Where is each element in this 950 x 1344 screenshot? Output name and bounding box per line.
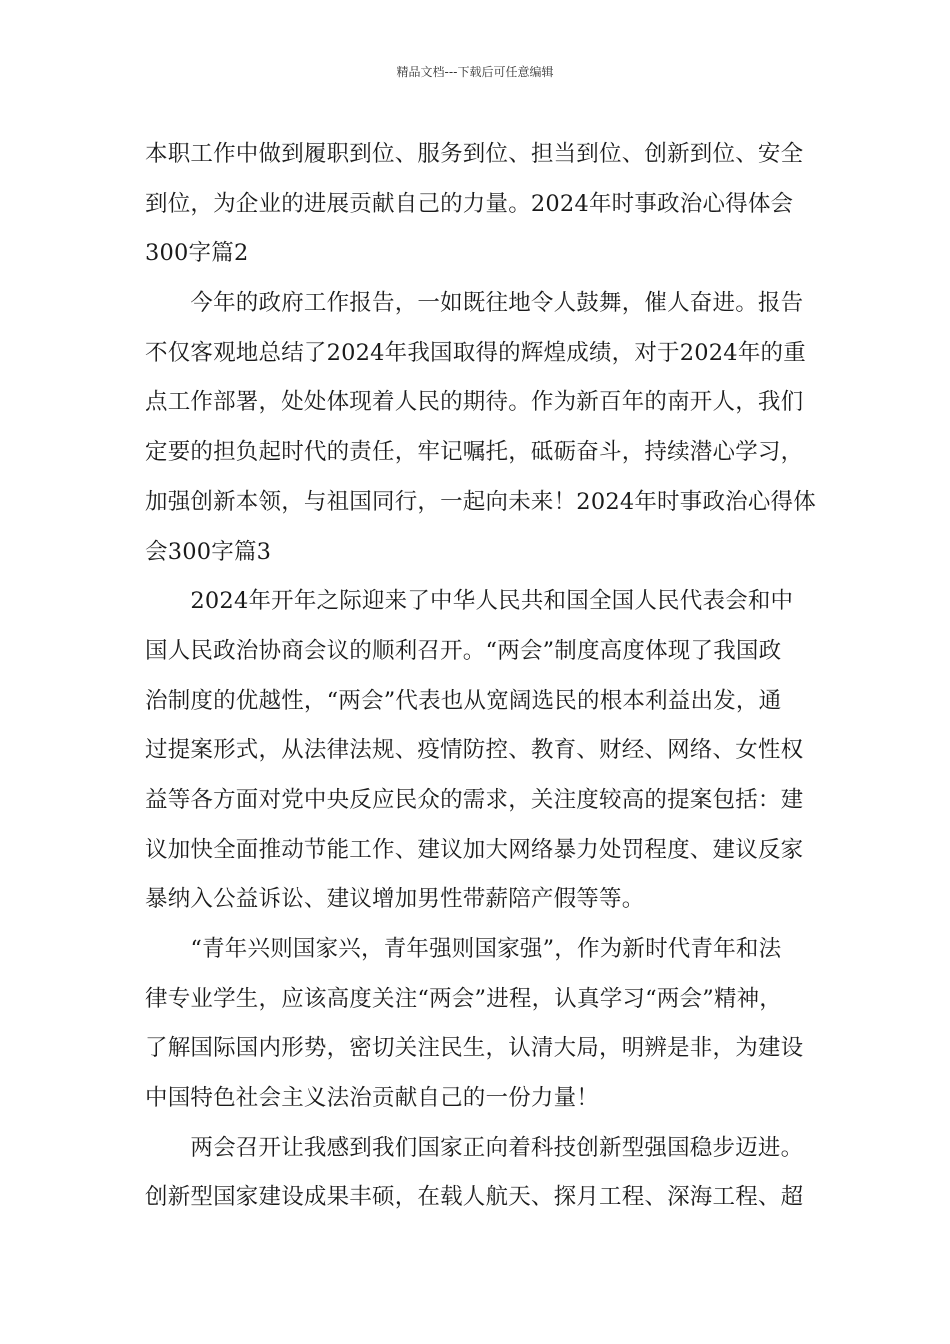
text-line: 议加快全面推动节能工作、建议加大网络暴力处罚程度、建议反家 — [145, 836, 804, 863]
text-line: 创新型国家建设成果丰硕，在载人航天、探月工程、深海工程、超 — [145, 1184, 804, 1211]
text-line: 过提案形式，从法律法规、疫情防控、教育、财经、网络、女性权 — [145, 737, 804, 764]
text-line: 治制度的优越性，“两会”代表也从宽阔选民的根本利益出发，通 — [145, 687, 782, 714]
text-line: 两会召开让我感到我们国家正向着科技创新型强国稳步迈进。 — [145, 1134, 804, 1161]
document-body — [145, 130, 816, 1223]
text-line: 加强创新本领，与祖国同行，一起向未来！2024年时事政治心得体 — [145, 488, 816, 515]
text-line: 今年的政府工作报告，一如既往地令人鼓舞，催人奋进。报告 — [145, 290, 804, 317]
text-line: 益等各方面对党中央反应民众的需求，关注度较高的提案包括：建 — [145, 786, 804, 813]
text-line: 中国特色社会主义法治贡献自己的一份力量！ — [145, 1085, 600, 1112]
text-line: 不仅客观地总结了2024年我国取得的辉煌成绩，对于2024年的重 — [145, 339, 806, 366]
text-line: 暴纳入公益诉讼、建议增加男性带薪陪产假等等。 — [145, 886, 645, 913]
text-line: 律专业学生，应该高度关注“两会”进程，认真学习“两会”精神， — [145, 985, 783, 1012]
text-line: 了解国际国内形势，密切关注民生，认清大局，明辨是非，为建设 — [145, 1035, 804, 1062]
text-line: 本职工作中做到履职到位、服务到位、担当到位、创新到位、安全 — [145, 141, 804, 167]
text-line: 会300字篇3 — [145, 538, 272, 565]
text-line: 国人民政治协商会议的顺利召开。“两会”制度高度体现了我国政 — [145, 637, 782, 664]
text-line: 点工作部署，处处体现着人民的期待。作为新百年的南开人，我们 — [145, 389, 804, 416]
text-line: 定要的担负起时代的责任，牢记嘱托，砥砺奋斗，持续潜心学习， — [145, 439, 804, 466]
text-line: “青年兴则国家兴，青年强则国家强”，作为新时代青年和法 — [145, 936, 782, 962]
page-header: 精品文档---下载后可任意编辑 — [396, 65, 554, 79]
text-line: 300字篇2 — [145, 240, 249, 267]
text-line: 到位，为企业的进展贡献自己的力量。2024年时事政治心得体会 — [145, 190, 794, 217]
text-line: 2024年开年之际迎来了中华人民共和国全国人民代表会和中 — [145, 588, 794, 615]
